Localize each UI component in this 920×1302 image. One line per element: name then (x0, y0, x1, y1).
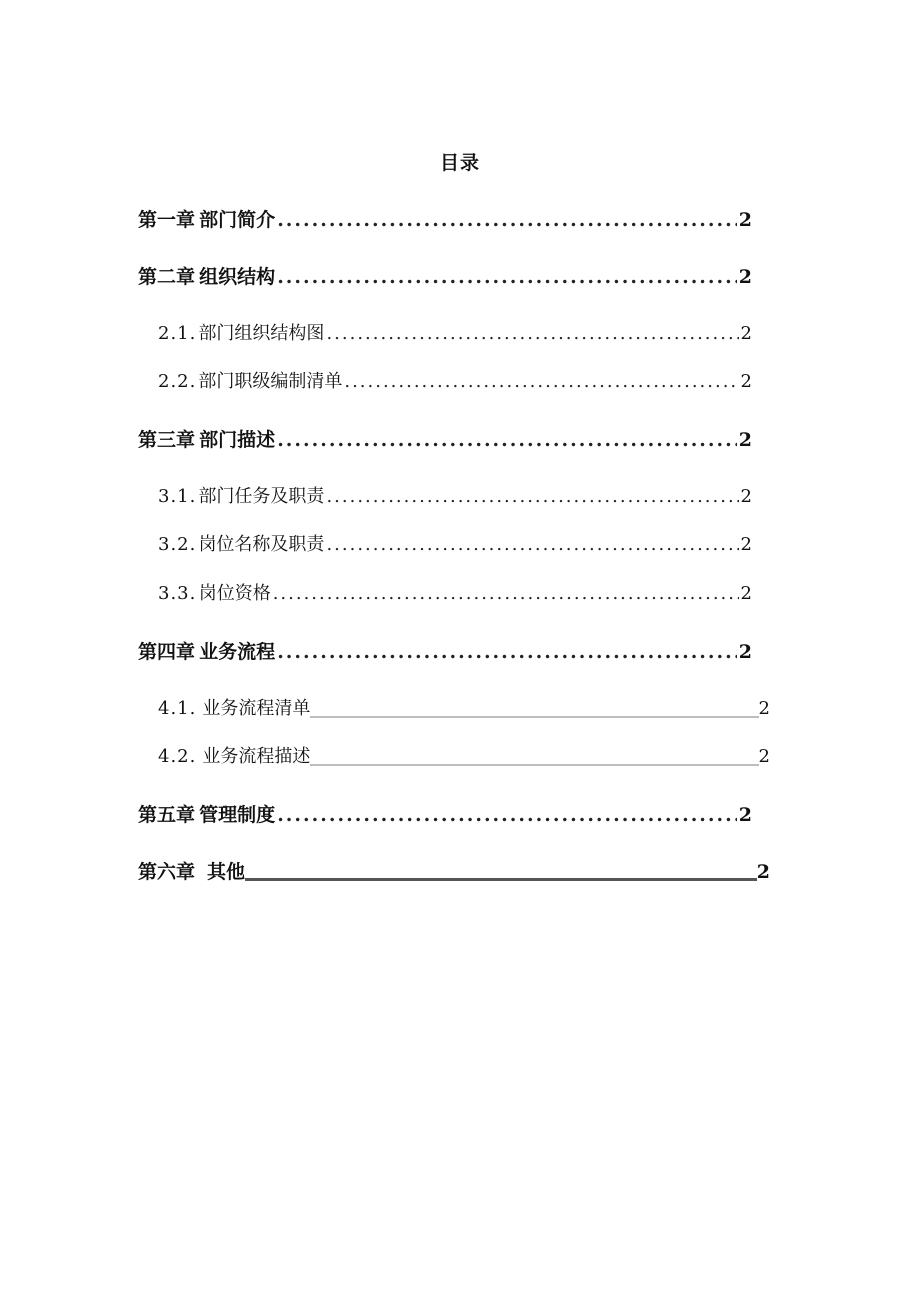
toc-page-number: 2 (738, 804, 752, 826)
toc-page-number: 2 (740, 583, 752, 604)
toc-entry-title: 业务流程清单 (202, 698, 311, 719)
toc-entry-title: 其他 (207, 861, 246, 883)
toc-entry-title: 部门任务及职责 (198, 486, 325, 507)
toc-entry-section-3-2[interactable] (158, 530, 752, 560)
toc-entry-title: 部门职级编制清单 (198, 371, 343, 392)
toc-leader-dots (326, 319, 738, 349)
toc-leader-dots (277, 425, 737, 455)
toc-entry-title: 部门简介 (199, 209, 276, 231)
toc-entry-title: 业务流程描述 (202, 746, 311, 767)
toc-section-number: 2.1. (158, 323, 197, 344)
toc-leader-dots (277, 800, 737, 830)
toc-entry-section-2-1[interactable] (158, 319, 752, 349)
toc-leader-line (310, 764, 758, 766)
toc-page-number: 2 (738, 429, 752, 451)
toc-entry-chapter-4[interactable] (138, 637, 752, 667)
toc-page-number: 2 (740, 486, 752, 507)
toc-title: 目录 (439, 152, 480, 174)
toc-page-number: 2 (756, 861, 770, 883)
toc-entry-title: 岗位名称及职责 (198, 534, 325, 555)
toc-leader-dots (273, 579, 739, 609)
toc-chapter-label: 第六章 (138, 861, 196, 883)
toc-page-number: 2 (738, 209, 752, 231)
toc-entry-chapter-3[interactable] (138, 425, 752, 455)
toc-page-number: 2 (738, 266, 752, 288)
toc-entry-title: 部门描述 (199, 429, 276, 451)
toc-entry-chapter-1[interactable] (138, 205, 752, 235)
toc-entry-section-3-1[interactable] (158, 482, 752, 512)
toc-entry-section-3-3[interactable] (158, 579, 752, 609)
toc-chapter-label: 第四章 (138, 641, 196, 663)
toc-entry-section-2-2[interactable] (158, 367, 752, 397)
toc-chapter-label: 第一章 (138, 209, 196, 231)
toc-entry-section-4-1[interactable] (158, 694, 770, 724)
toc-page-number: 2 (740, 323, 752, 344)
toc-leader-dots (277, 205, 737, 235)
toc-section-number: 4.1. (158, 698, 197, 719)
toc-entry-title: 业务流程 (199, 641, 276, 663)
toc-section-number: 3.1. (158, 486, 197, 507)
toc-leader-line (245, 878, 757, 881)
toc-entry-section-4-2[interactable] (158, 742, 770, 772)
toc-leader-dots (326, 530, 738, 560)
toc-entry-chapter-6[interactable] (138, 857, 770, 887)
toc-page-number: 2 (740, 371, 752, 392)
toc-leader-dots (277, 637, 737, 667)
toc-chapter-label: 第五章 (138, 804, 196, 826)
toc-section-number: 3.2. (158, 534, 197, 555)
toc-page-number: 2 (758, 698, 770, 719)
toc-entry-title: 管理制度 (199, 804, 276, 826)
toc-leader-dots (277, 262, 737, 292)
toc-section-number: 4.2. (158, 746, 197, 767)
toc-leader-dots (344, 367, 738, 397)
toc-section-number: 2.2. (158, 371, 197, 392)
toc-page-number: 2 (758, 746, 770, 767)
toc-entry-title: 部门组织结构图 (198, 323, 325, 344)
toc-chapter-label: 第三章 (138, 429, 196, 451)
toc-page-number: 2 (738, 641, 752, 663)
toc-entry-chapter-5[interactable] (138, 800, 752, 830)
toc-chapter-label: 第二章 (138, 266, 196, 288)
toc-entry-chapter-2[interactable] (138, 262, 752, 292)
toc-leader-line (310, 716, 758, 718)
toc-page-number: 2 (740, 534, 752, 555)
toc-section-number: 3.3. (158, 583, 197, 604)
toc-entry-title: 岗位资格 (198, 583, 271, 604)
toc-leader-dots (326, 482, 738, 512)
toc-entry-title: 组织结构 (199, 266, 276, 288)
